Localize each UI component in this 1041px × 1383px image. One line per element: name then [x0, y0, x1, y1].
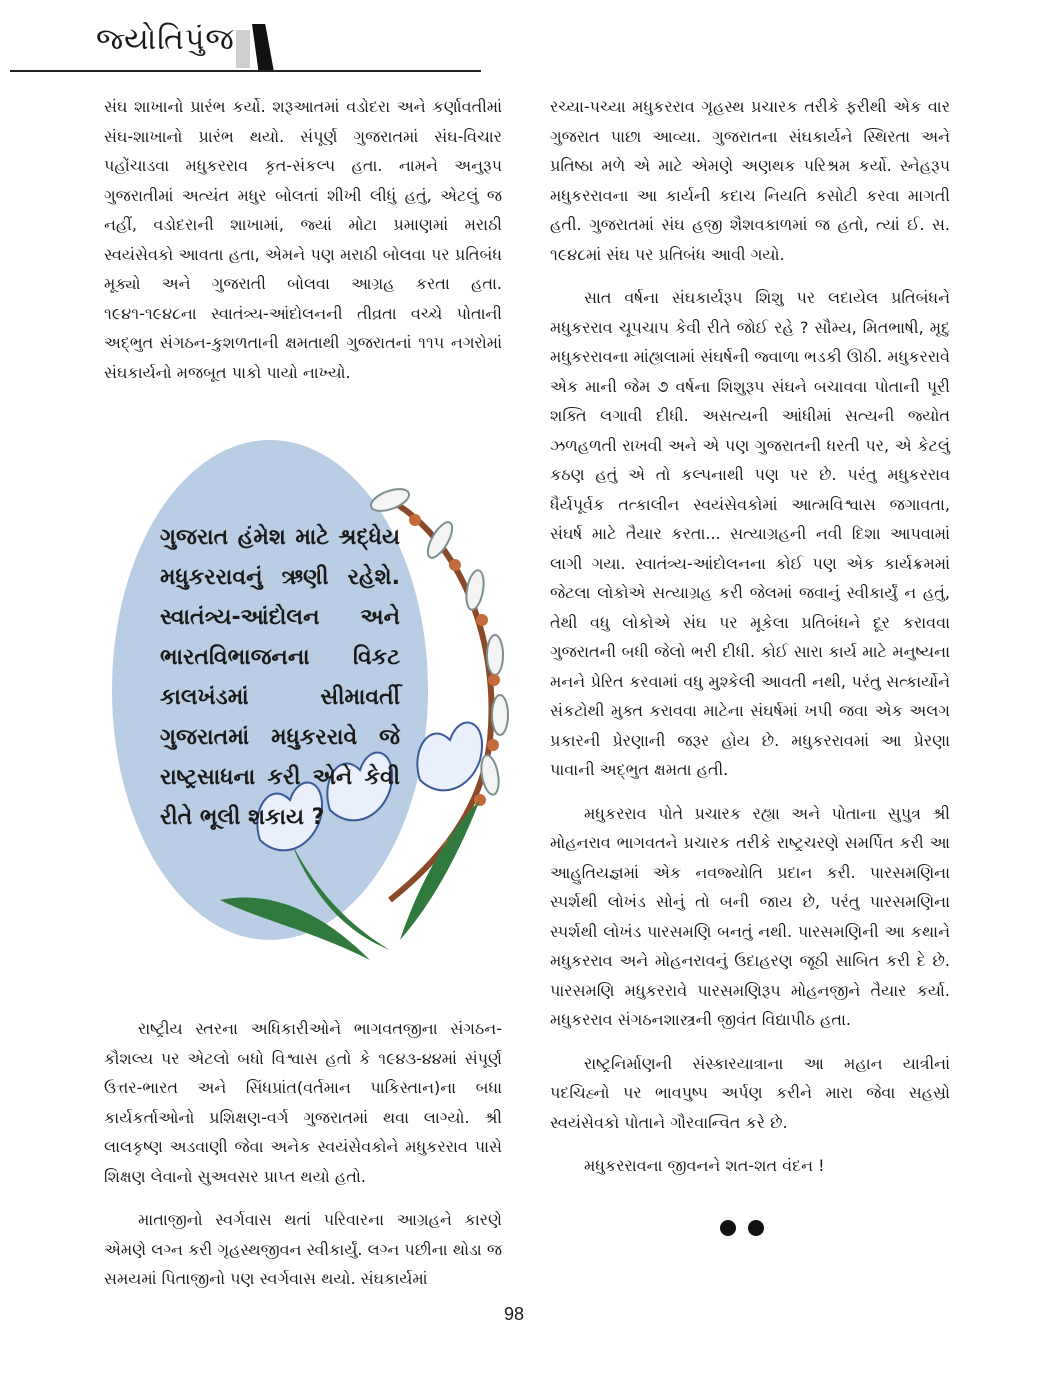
header-title: જ્યોતિપુંજ	[96, 22, 235, 57]
paragraph: રાષ્ટ્રનિર્માણની સંસ્કારયાત્રાના આ મહાન યાત્રીનાં પદચિહ્નો પર ભાવપુષ્પ અર્પણ કરીને મારા જેવા સહસ્રો સ્વયંસેવકો પોતાને ગૌરવાન્વિત કરે છે.	[550, 1053, 950, 1132]
page-number: 98	[504, 1304, 525, 1324]
left-column-top	[104, 92, 502, 387]
paragraph: રાષ્ટ્રીય સ્તરના અધિકારીઓને ભાગવતજીના સંગઠન-કૌશલ્ય પર એટલો બધો વિશ્વાસ હતો કે ૧૯૪૩-૪૪માં સંપૂર્ણ ઉત્તર-ભારત અને સિંધપ્રાંત(વર્તમાન પાકિસ્તાન)ના બધા કાર્યકર્તાઓનો પ્રશિક્ષણ-વર્ગ ગુજરાતમાં થવા લાગ્યો. શ્રી લાલકૃષ્ણ અડવાણી જેવા અનેક સ્વયંસેવકોને મધુકરરાવ પાસે શિક્ષણ લેવાનો સુઅવસર પ્રાપ્ત થયો હતો.	[104, 1019, 502, 1186]
bullet-dot	[720, 1220, 736, 1236]
paragraph: રચ્યા-પચ્યા મધુકરરાવ ગૃહસ્થ પ્રચારક તરીકે ફરીથી એક વાર ગુજરાત પાછા આવ્યા. ગુજરાતના સંઘકાર્યને સ્થિરતા અને પ્રતિષ્ઠા મળે એ માટે એમણે અણથક પરિશ્રમ કર્યો. સ્નેહરૂપ મધુકરરાવના આ કાર્યની કદાચ નિયતિ કસોટી કરવા માગતી હતી. ગુજરાતમાં સંઘ હજી શૈશવકાળમાં જ હતો, ત્યાં ઈ. સ. ૧૯૪૮માં સંઘ પર પ્રતિબંધ આવી ગયો.	[550, 97, 950, 264]
paragraph: સંઘ શાખાનો પ્રારંભ કર્યો. શરૂઆતમાં વડોદરા અને કર્ણાવતીમાં સંઘ-શાખાનો પ્રારંભ થયો. સંપૂર્ણ ગુજરાતમાં સંઘ-વિચાર પહોંચાડવા મધુકરરાવ કૃત-સંકલ્પ હતા. નામને અનુરૂપ ગુજરાતીમાં અત્યંત મધુર બોલતાં શીખી લીધું હતું, એટલું જ નહીં, વડોદરાની શાખામાં, જ્યાં મોટા પ્રમાણમાં મરાઠી સ્વયંસેવકો આવતા હતા, એમને પણ મરાઠી બોલવા પર પ્રતિબંધ મૂક્યો અને ગુજરાતી બોલવા આગ્રહ કરતા હતા. ૧૯૪૧-૧૯૪૮ના સ્વાતંત્ર્ય-આંદોલનની તીવ્રતા વચ્ચે પોતાની અદ્ભુત સંગઠન-કુશળતાની ક્ષમતાથી ગુજરાતનાં ૧૧૫ નગરોમાં સંઘકાર્યનો મજબૂત પાકો પાયો નાખ્યો.	[104, 97, 502, 382]
paragraph: માતાજીનો સ્વર્ગવાસ થતાં પરિવારના આગ્રહને કારણે એમણે લગ્ન કરી ગૃહસ્થજીવન સ્વીકાર્યું. લગ્ન પછીના થોડા જ સમયમાં પિતાજીનો પણ સ્વર્ગવાસ થયો. સંઘકાર્યમાં	[104, 1210, 502, 1288]
header-decoration-dark	[252, 24, 274, 72]
pull-quote: ગુજરાત હંમેશ માટે શ્રદ્ધેય મધુકરરાવનું ઋણી રહેશે. સ્વાતંત્ર્ય-આંદોલન અને ભારતવિભાજનના વિકટ કાલખંડમાં સીમાવર્તી ગુજરાતમાં મધુકરરાવે જે રાષ્ટ્રસાધના કરી એને કેવી રીતે ભૂલી શકાય ?	[160, 525, 400, 830]
header-rule	[10, 70, 481, 72]
header-decoration-light	[236, 30, 250, 68]
end-of-article-marker	[720, 1220, 776, 1240]
paragraph: મધુકરરાવના જીવનને શત-શત વંદન !	[584, 1156, 825, 1175]
paragraph: સાત વર્ષના સંઘકાર્યરૂપ શિશુ પર લદાયેલ પ્રતિબંધને મધુકરરાવ ચૂપચાપ કેવી રીતે જોઈ રહે ? સૌમ્ય, મિતભાષી, મૃદુ મધુકરરાવના માંહ્યલામાં સંઘર્ષની જ્વાળા ભડકી ઊઠી. મધુકરરાવે એક માની જેમ ૭ વર્ષના શિશુરૂપ સંઘને બચાવવા પોતાની પૂરી શક્તિ લગાવી દીધી. અસત્યની આંધીમાં સત્યની જ્યોત ઝળહળતી રાખવી અને એ પણ ગુજરાતની ધરતી પર, એ કેટલું કઠણ હતું એ તો કલ્પનાથી પણ પર છે. પરંતુ મધુકરરાવ ધૈર્યપૂર્વક તત્કાલીન સ્વયંસેવકોમાં આત્મવિશ્વાસ જગાવતા, સંઘર્ષ માટે તૈયાર કરતા... સત્યાગ્રહની નવી દિશા આપવામાં લાગી ગયા. સ્વાતંત્ર્ય-આંદોલનના કોઈ પણ એક કાર્યક્રમમાં જેટલા લોકોએ સત્યાગ્રહ કરી જેલમાં જવાનું સ્વીકાર્યું ન હતું, તેથી વધુ લોકોએ સંઘ પર મૂકેલા પ્રતિબંધને દૂર કરાવવા ગુજરાતની બધી જેલો ભરી દીધી. કોઈ સારા કાર્ય માટે મનુષ્યના મનને પ્રેરિત કરવામાં વધુ મુશ્કેલી આવતી નથી, પરંતુ સત્કાર્યોને સંકટોથી મુક્ત કરાવવા માટેના સંઘર્ષમાં ખપી જવા એક અલગ પ્રકારની પ્રેરણાની જરૂર હોય છે. મધુકરરાવમાં આ પ્રેરણા પાવાની અદ્ભુત ક્ષમતા હતી.	[550, 288, 950, 779]
left-column-bottom	[104, 1014, 502, 1294]
paragraph: મધુકરરાવ પોતે પ્રચારક રહ્યા અને પોતાના સુપુત્ર શ્રી મોહનરાવ ભાગવતને પ્રચારક તરીકે રાષ્ટ્રચરણે સમર્પિત કરી આ આહુતિયજ્ઞમાં એક નવજ્યોતિ પ્રદાન કરી. પારસમણિના સ્પર્શથી લોખંડ સોનું તો બની જાય છે, પરંતુ પારસમણિના સ્પર્શથી લોખંડ પારસમણિ બનતું નથી. પારસમણિની આ કથાને મધુકરરાવ અને મોહનરાવનું ઉદાહરણ જૂઠી સાબિત કરી દે છે. પારસમણિ મધુકરરાવે પારસમણિરૂપ મોહનજીને તૈયાર કર્યા. મધુકરરાવ સંગઠનશાસ્ત્રની જીવંત વિદ્યાપીઠ હતા.	[550, 803, 950, 1029]
right-column	[550, 92, 950, 1181]
bullet-dot	[748, 1220, 764, 1236]
